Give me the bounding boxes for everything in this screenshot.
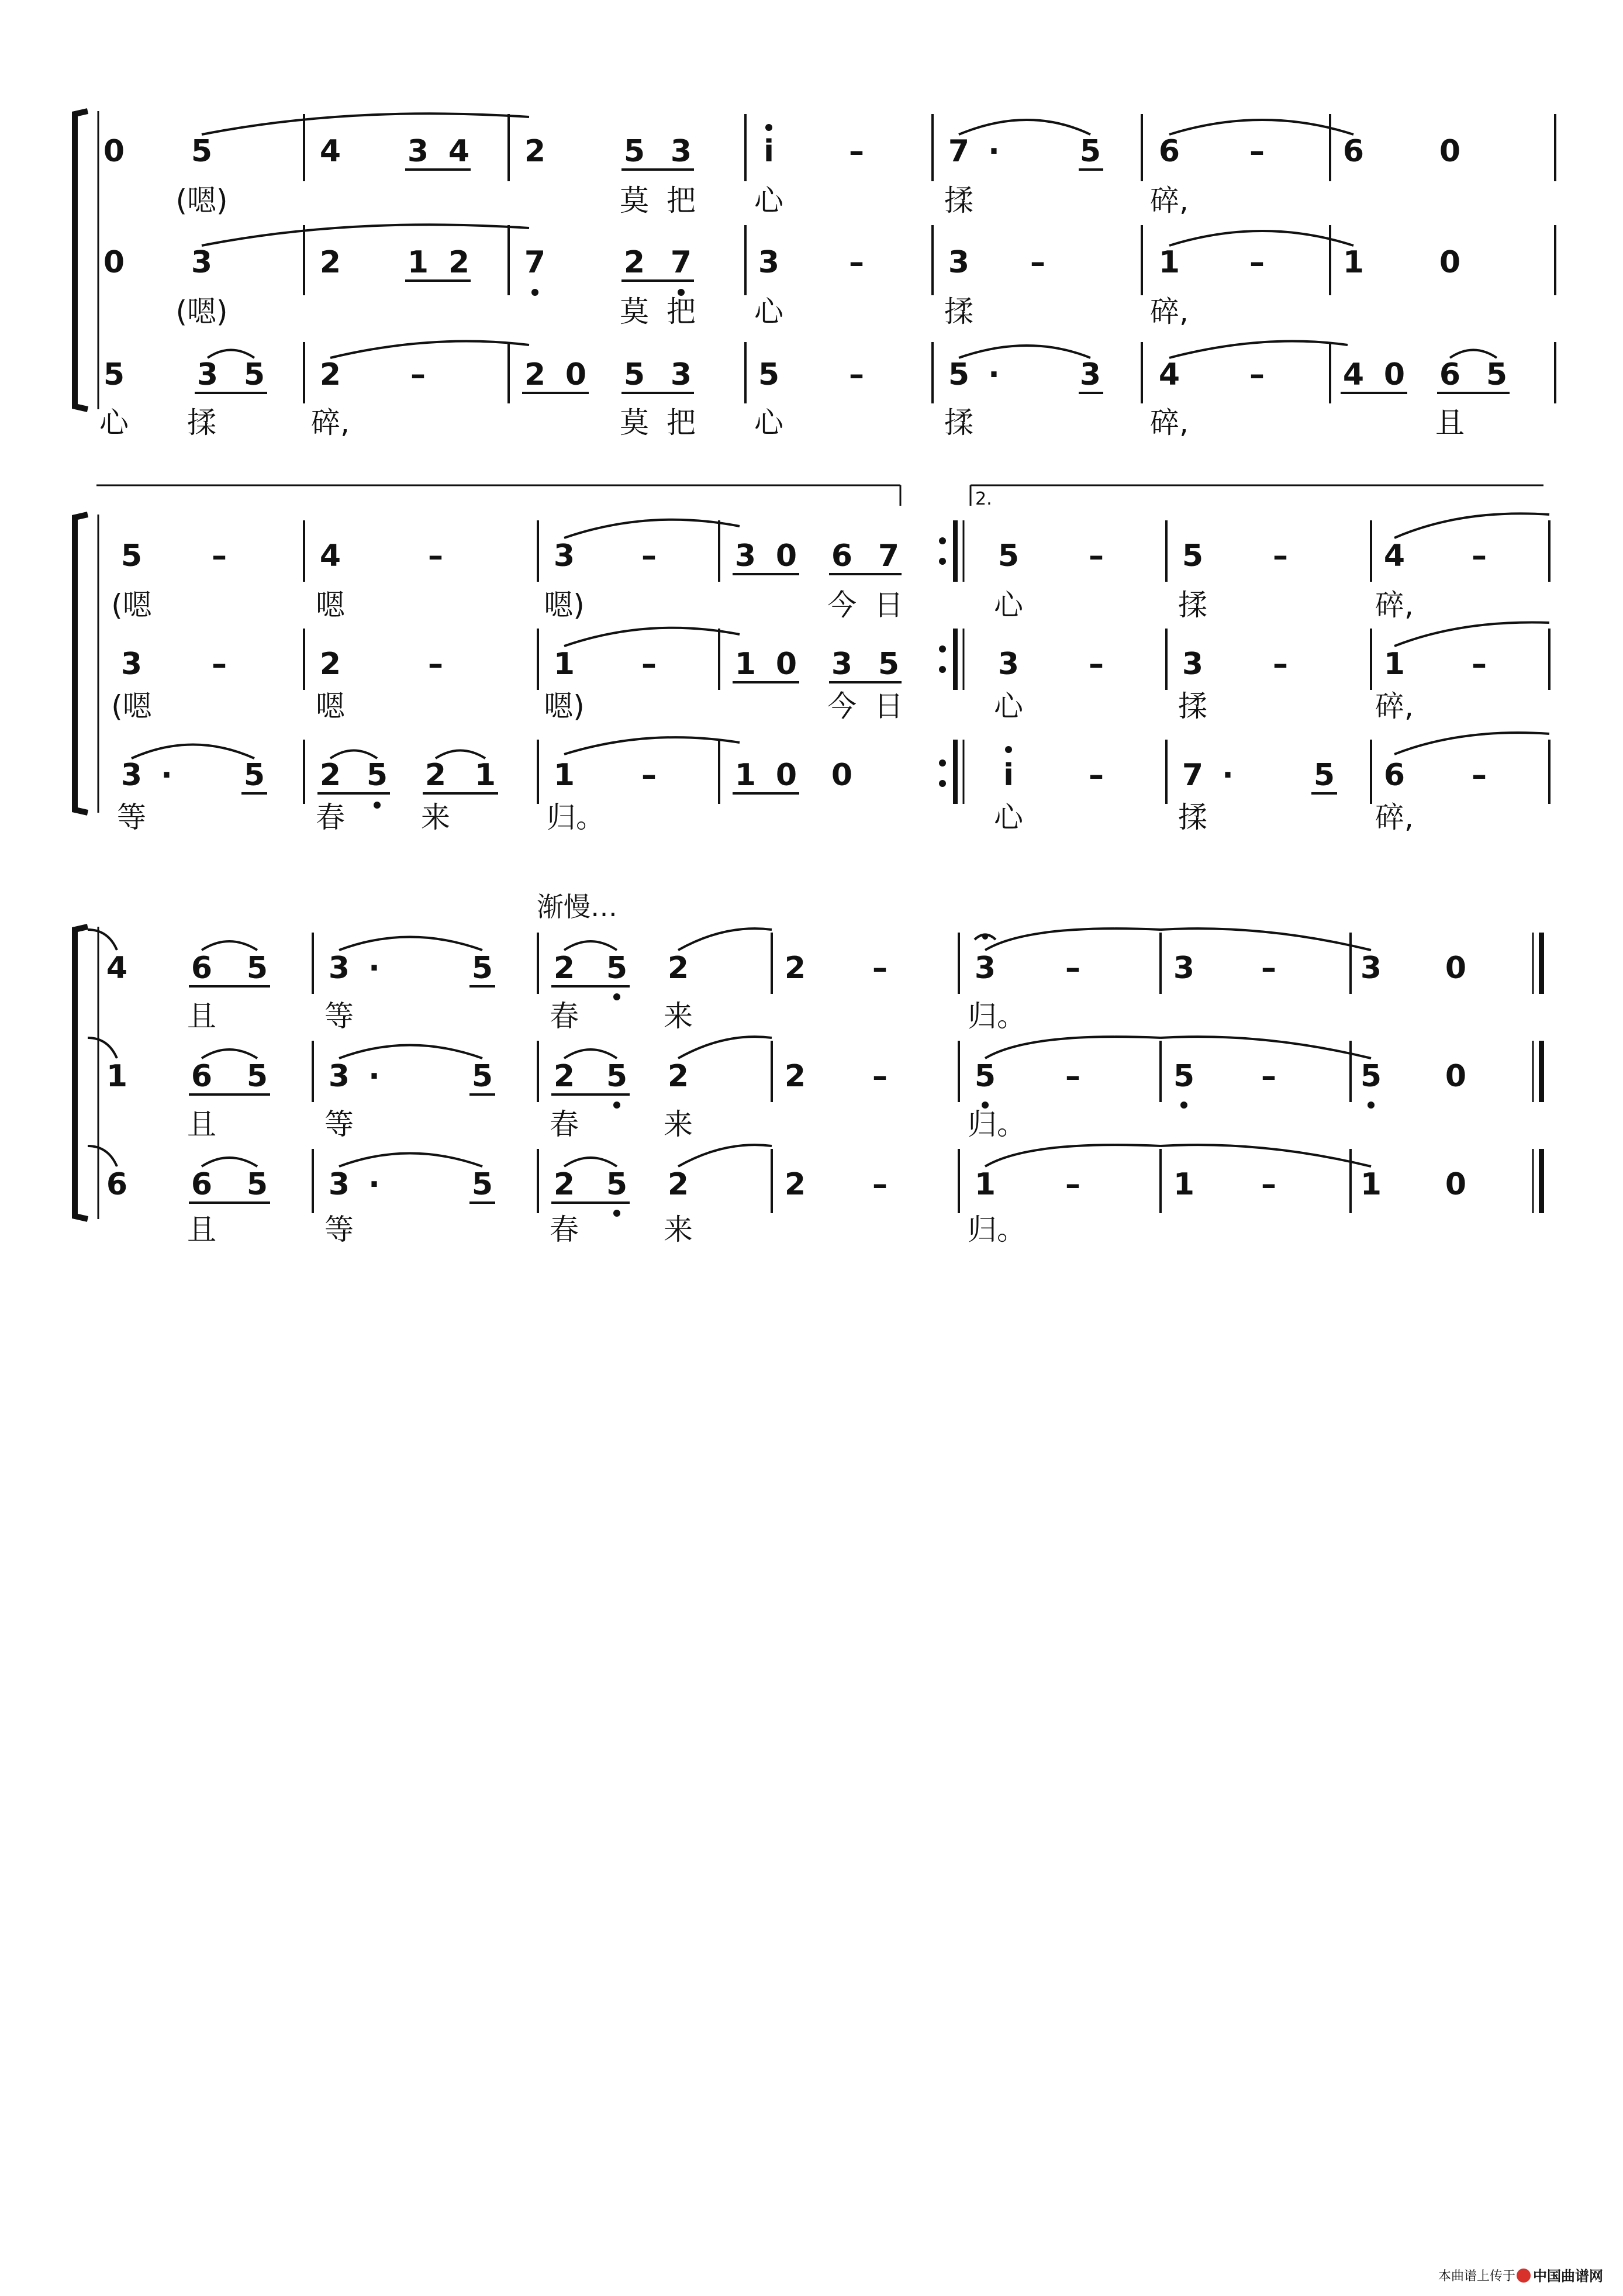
lyric: 今 — [827, 588, 857, 622]
note: – — [1249, 245, 1265, 280]
note: – — [1261, 1167, 1276, 1202]
lyric: (嗯 — [111, 588, 152, 622]
lyric: 心 — [994, 689, 1023, 723]
note: – — [1472, 647, 1487, 682]
note: 7 — [878, 538, 900, 574]
note: 4 — [448, 134, 470, 169]
staff-bass — [117, 733, 1549, 834]
lyric: 春 — [550, 1213, 579, 1247]
lyric: 来 — [664, 999, 693, 1033]
note: 3 — [670, 357, 692, 392]
note: 6 — [1342, 134, 1365, 169]
note: 5 — [246, 1167, 268, 1202]
note: – — [428, 647, 443, 682]
note: 1 — [1173, 1167, 1195, 1202]
tempo-marking: 渐慢… — [537, 891, 617, 923]
note: 0 — [775, 538, 797, 574]
note: 0 — [1439, 134, 1461, 169]
note: – — [1089, 758, 1104, 793]
note: 2 — [667, 1059, 689, 1094]
volta-brackets — [96, 485, 1543, 506]
note: 5 — [974, 1059, 996, 1094]
note: 5 — [758, 357, 780, 392]
lyric: 来 — [664, 1213, 693, 1247]
lyric: 莫 — [620, 184, 649, 217]
note: 3 — [328, 1167, 350, 1202]
lyric: 把 — [667, 184, 696, 217]
note: 0 — [1445, 1059, 1467, 1094]
final-barline — [1533, 933, 1544, 1213]
note: 4 — [1383, 538, 1406, 574]
lyric: 心 — [99, 406, 129, 440]
note: – — [1472, 538, 1487, 574]
lyric: 莫 — [620, 295, 649, 329]
note: 4 — [319, 538, 341, 574]
lyric: 春 — [550, 1107, 579, 1141]
lyric: 且 — [1435, 406, 1465, 440]
note: – — [1261, 1059, 1276, 1094]
note: 3 — [734, 538, 757, 574]
lyric: 且 — [187, 999, 216, 1033]
note: 5 — [948, 357, 970, 392]
staff-alto — [103, 225, 1460, 329]
note: – — [1065, 1059, 1080, 1094]
note: 3 — [120, 647, 143, 682]
note: 0 — [565, 357, 587, 392]
lyric: 嗯) — [544, 689, 585, 723]
note: 5 — [243, 758, 265, 793]
lyric: 等 — [324, 1213, 354, 1247]
lyric: 心 — [994, 588, 1023, 622]
note: – — [212, 647, 227, 682]
note: · — [1222, 758, 1234, 793]
note: – — [849, 134, 864, 169]
note: 0 — [1445, 1167, 1467, 1202]
note: 2 — [424, 758, 447, 793]
note: 1 — [474, 758, 496, 793]
lyric: 等 — [324, 1107, 354, 1141]
note: – — [849, 357, 864, 392]
lyric: 把 — [667, 295, 696, 329]
lyric: 碎, — [1375, 689, 1414, 723]
note: i — [1003, 758, 1014, 793]
note: – — [1273, 647, 1288, 682]
note: · — [988, 357, 1000, 392]
note: 2 — [524, 134, 546, 169]
note: – — [641, 538, 657, 574]
lyric: 揉 — [1178, 689, 1207, 723]
note: 2 — [553, 1059, 575, 1094]
note: – — [641, 647, 657, 682]
note: 1 — [553, 758, 575, 793]
repeat-barline — [939, 520, 964, 804]
note: 5 — [471, 1059, 493, 1094]
note: – — [1472, 758, 1487, 793]
note: 3 — [191, 245, 213, 280]
volta-label: 2. — [975, 489, 992, 509]
note: 0 — [831, 758, 853, 793]
lyric: 日 — [874, 588, 903, 622]
note: – — [1249, 357, 1265, 392]
note: 0 — [103, 134, 125, 169]
lyric: 碎, — [1150, 406, 1189, 440]
note: 3 — [997, 647, 1020, 682]
note: 4 — [319, 134, 341, 169]
note: 1 — [974, 1167, 996, 1202]
note: i — [764, 134, 774, 169]
note: 3 — [1182, 647, 1204, 682]
score-system-3 — [75, 891, 1544, 1247]
note: 1 — [106, 1059, 128, 1094]
note: – — [872, 951, 888, 986]
note: 2 — [667, 951, 689, 986]
note: – — [1261, 951, 1276, 986]
system-bracket — [75, 111, 88, 409]
note: 5 — [103, 357, 125, 392]
note: – — [641, 758, 657, 793]
note: 5 — [191, 134, 213, 169]
note: 3 — [196, 357, 219, 392]
note: – — [428, 538, 443, 574]
lyric: 今 — [827, 689, 857, 723]
note: 0 — [775, 647, 797, 682]
note: – — [1030, 245, 1045, 280]
note: 0 — [1439, 245, 1461, 280]
lyric: 揉 — [944, 295, 973, 329]
note: 2 — [623, 245, 645, 280]
note: 5 — [606, 1167, 628, 1202]
lyric: 心 — [754, 406, 783, 440]
note: · — [368, 1167, 380, 1202]
note: 1 — [734, 647, 757, 682]
note: 2 — [524, 357, 546, 392]
lyric: 莫 — [620, 406, 649, 440]
lyric: 春 — [316, 800, 345, 834]
lyric: 嗯 — [316, 689, 345, 723]
note: 5 — [1360, 1059, 1382, 1094]
note: – — [1089, 647, 1104, 682]
note: 5 — [246, 1059, 268, 1094]
barlines — [313, 933, 1351, 1213]
note: 5 — [997, 538, 1020, 574]
lyric: 等 — [324, 999, 354, 1033]
lyric: (嗯) — [175, 184, 228, 217]
note: · — [988, 134, 1000, 169]
note: 3 — [1079, 357, 1101, 392]
note: 5 — [623, 134, 645, 169]
lyric: 碎, — [1150, 184, 1189, 217]
note: 7 — [670, 245, 692, 280]
note: 0 — [775, 758, 797, 793]
barlines — [304, 114, 1555, 403]
lyric: 且 — [187, 1107, 216, 1141]
staff-bass — [99, 341, 1510, 440]
lyric: 来 — [664, 1107, 693, 1141]
footer-credit — [1438, 2268, 1603, 2284]
note: 4 — [1158, 357, 1180, 392]
score-system-2 — [75, 485, 1549, 834]
note: 7 — [948, 134, 970, 169]
note: 2 — [319, 245, 341, 280]
note: 1 — [1342, 245, 1365, 280]
note: 5 — [1486, 357, 1508, 392]
note: 6 — [1158, 134, 1180, 169]
note: – — [212, 538, 227, 574]
note: 1 — [1158, 245, 1180, 280]
note: 5 — [606, 1059, 628, 1094]
lyric: 揉 — [944, 184, 973, 217]
note: 6 — [191, 1167, 213, 1202]
note: 5 — [1313, 758, 1335, 793]
staff-alto — [88, 1037, 1466, 1141]
note: 3 — [328, 951, 350, 986]
note: 6 — [191, 1059, 213, 1094]
note: 5 — [1079, 134, 1101, 169]
lyric: 且 — [187, 1213, 216, 1247]
note: 3 — [1173, 951, 1195, 986]
note: 2 — [784, 1059, 806, 1094]
note: 3 — [974, 951, 996, 986]
site-logo-icon — [1517, 2269, 1531, 2283]
note: 5 — [1182, 538, 1204, 574]
note: 2 — [553, 951, 575, 986]
note: – — [1273, 538, 1288, 574]
note: 5 — [243, 357, 265, 392]
note: · — [161, 758, 172, 793]
staff-soprano — [88, 928, 1466, 1033]
note: 2 — [784, 951, 806, 986]
note: 0 — [1383, 357, 1406, 392]
lyric: 归。 — [547, 800, 605, 834]
note: 5 — [366, 758, 388, 793]
lyric: 碎, — [1375, 588, 1414, 622]
note: – — [410, 357, 426, 392]
lyric: 揉 — [944, 406, 973, 440]
note: 2 — [319, 647, 341, 682]
note: 3 — [1360, 951, 1382, 986]
note: – — [1249, 134, 1265, 169]
note: 2 — [319, 357, 341, 392]
note: – — [1065, 951, 1080, 986]
note: 1 — [553, 647, 575, 682]
note: · — [368, 951, 380, 986]
note: 2 — [667, 1167, 689, 1202]
note: 1 — [407, 245, 429, 280]
note: 7 — [524, 245, 546, 280]
note: 3 — [407, 134, 429, 169]
note: 2 — [553, 1167, 575, 1202]
note: – — [1089, 538, 1104, 574]
lyric: 碎, — [1375, 800, 1414, 834]
lyric: 揉 — [187, 406, 216, 440]
note: – — [872, 1059, 888, 1094]
note: 2 — [448, 245, 470, 280]
note: 3 — [948, 245, 970, 280]
note: – — [1065, 1167, 1080, 1202]
note: 1 — [734, 758, 757, 793]
lyric: 嗯 — [316, 588, 345, 622]
note: 5 — [120, 538, 143, 574]
staff-soprano — [103, 113, 1460, 217]
note: 3 — [758, 245, 780, 280]
note: 7 — [1182, 758, 1204, 793]
note: 5 — [1173, 1059, 1195, 1094]
note: 2 — [784, 1167, 806, 1202]
staff-alto — [111, 623, 1549, 724]
lyric: 心 — [754, 184, 783, 217]
note: 6 — [191, 951, 213, 986]
lyric: 嗯) — [544, 588, 585, 622]
note: 0 — [1445, 951, 1467, 986]
note: · — [368, 1059, 380, 1094]
note: 5 — [471, 951, 493, 986]
note: 4 — [1342, 357, 1365, 392]
note: – — [849, 245, 864, 280]
note: 6 — [831, 538, 853, 574]
note: 6 — [106, 1167, 128, 1202]
lyric: 归。 — [968, 1213, 1026, 1247]
lyric: 碎, — [1150, 295, 1189, 329]
note: 5 — [471, 1167, 493, 1202]
note: 5 — [246, 951, 268, 986]
note: 5 — [878, 647, 900, 682]
lyric: (嗯) — [175, 295, 228, 329]
site-logo-text: 中国曲谱网 — [1533, 2268, 1603, 2284]
footer-text: 本曲谱上传于 — [1438, 2269, 1516, 2284]
note: – — [872, 1167, 888, 1202]
note: 5 — [623, 357, 645, 392]
lyric: 日 — [874, 689, 903, 723]
lyric: 把 — [667, 406, 696, 440]
note: 3 — [670, 134, 692, 169]
note: 3 — [120, 758, 143, 793]
note: 4 — [106, 951, 128, 986]
staff-soprano — [111, 513, 1549, 622]
score-system-1 — [75, 111, 1555, 440]
lyric: (嗯 — [111, 689, 152, 723]
note: 1 — [1360, 1167, 1382, 1202]
note: 5 — [606, 951, 628, 986]
lyric: 揉 — [1178, 800, 1207, 834]
lyric: 春 — [550, 999, 579, 1033]
lyric: 揉 — [1178, 588, 1207, 622]
lyric: 归。 — [968, 999, 1026, 1033]
note: 1 — [1383, 647, 1406, 682]
lyric: 来 — [421, 800, 450, 834]
note: 3 — [831, 647, 853, 682]
staff-bass — [88, 1145, 1466, 1247]
note: 3 — [328, 1059, 350, 1094]
note: 2 — [319, 758, 341, 793]
system-bracket — [75, 927, 88, 1219]
lyric: 心 — [754, 295, 783, 329]
lyric: 碎, — [311, 406, 350, 440]
note: 0 — [103, 245, 125, 280]
note: 6 — [1383, 758, 1406, 793]
note: 6 — [1439, 357, 1461, 392]
note: 3 — [553, 538, 575, 574]
lyric: 等 — [117, 800, 146, 834]
lyric: 心 — [994, 800, 1023, 834]
system-bracket — [75, 515, 88, 813]
lyric: 归。 — [968, 1107, 1026, 1141]
